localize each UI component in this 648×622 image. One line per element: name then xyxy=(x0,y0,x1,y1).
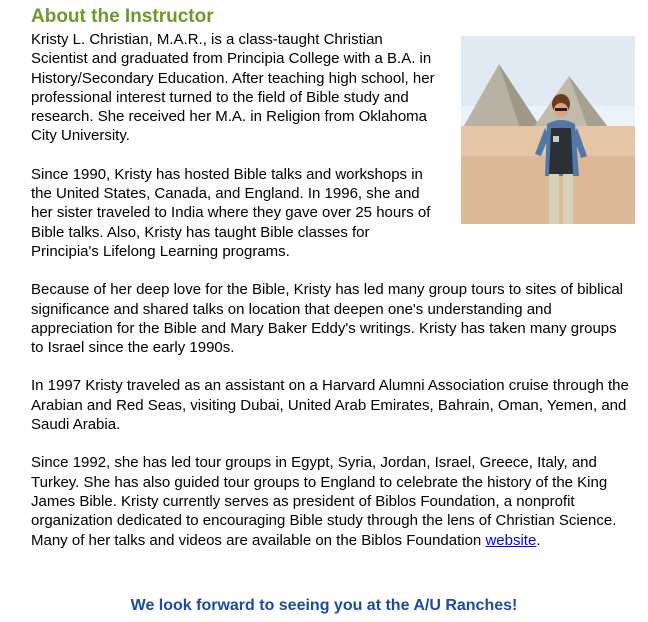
bio-paragraph-1: Kristy L. Christian, M.A.R., is a class-taught Christian Scientist and graduated from Principia College with a B.A. in History/Secondary Education. After teaching high school, her professional interest turned to the field of Bible study and research. She received her M.A. in Religion from Oklahoma City University. xyxy=(31,31,435,145)
instructor-photo xyxy=(461,36,635,224)
bio-paragraph-5-end: . xyxy=(536,531,541,549)
bio-paragraph-4: In 1997 Kristy traveled as an assistant on a Harvard Alumni Association cruise through the Arabian and Red Seas, visiting Dubai, United Arab Emirates, Bahrain, Oman, Yemen, and Saudi Arabia. xyxy=(31,377,629,434)
bio-paragraph-5 xyxy=(31,453,631,549)
biblos-website-link[interactable]: website xyxy=(485,531,537,549)
closing-message: We look forward to seeing you at the A/U Ranches! xyxy=(130,597,518,614)
bio-paragraph-5-text: Since 1992, she has led tour groups in Egypt, Syria, Jordan, Israel, Greece, Italy, and Turkey. She has also guided tour groups to England to celebrate the history of the King James Bible. Kristy currently serves as president of Biblos Foundation, a nonprofit organization dedicated to encouraging Bible study through the lens of Christian Science. Many of her talks and videos are available on the Biblos Foundation xyxy=(31,454,617,549)
bio-paragraph-2: Since 1990, Kristy has hosted Bible talks and workshops in the United States, Canada, and England. In 1996, she and her sister traveled to India where they gave over 25 hours of Bible talks. Also, Kristy has taught Bible classes for Principia's Lifelong Learning programs. xyxy=(31,165,431,260)
section-title: About the Instructor xyxy=(31,6,214,27)
bio-paragraph-3: Because of her deep love for the Bible, Kristy has led many group tours to sites of biblical significance and shared talks on location that deepen one's understanding and appreciation for the Bible and Mary Baker Eddy's writings. Kristy has taken many groups to Israel since the early 1990s. xyxy=(31,281,623,357)
instructor-section xyxy=(31,6,631,569)
